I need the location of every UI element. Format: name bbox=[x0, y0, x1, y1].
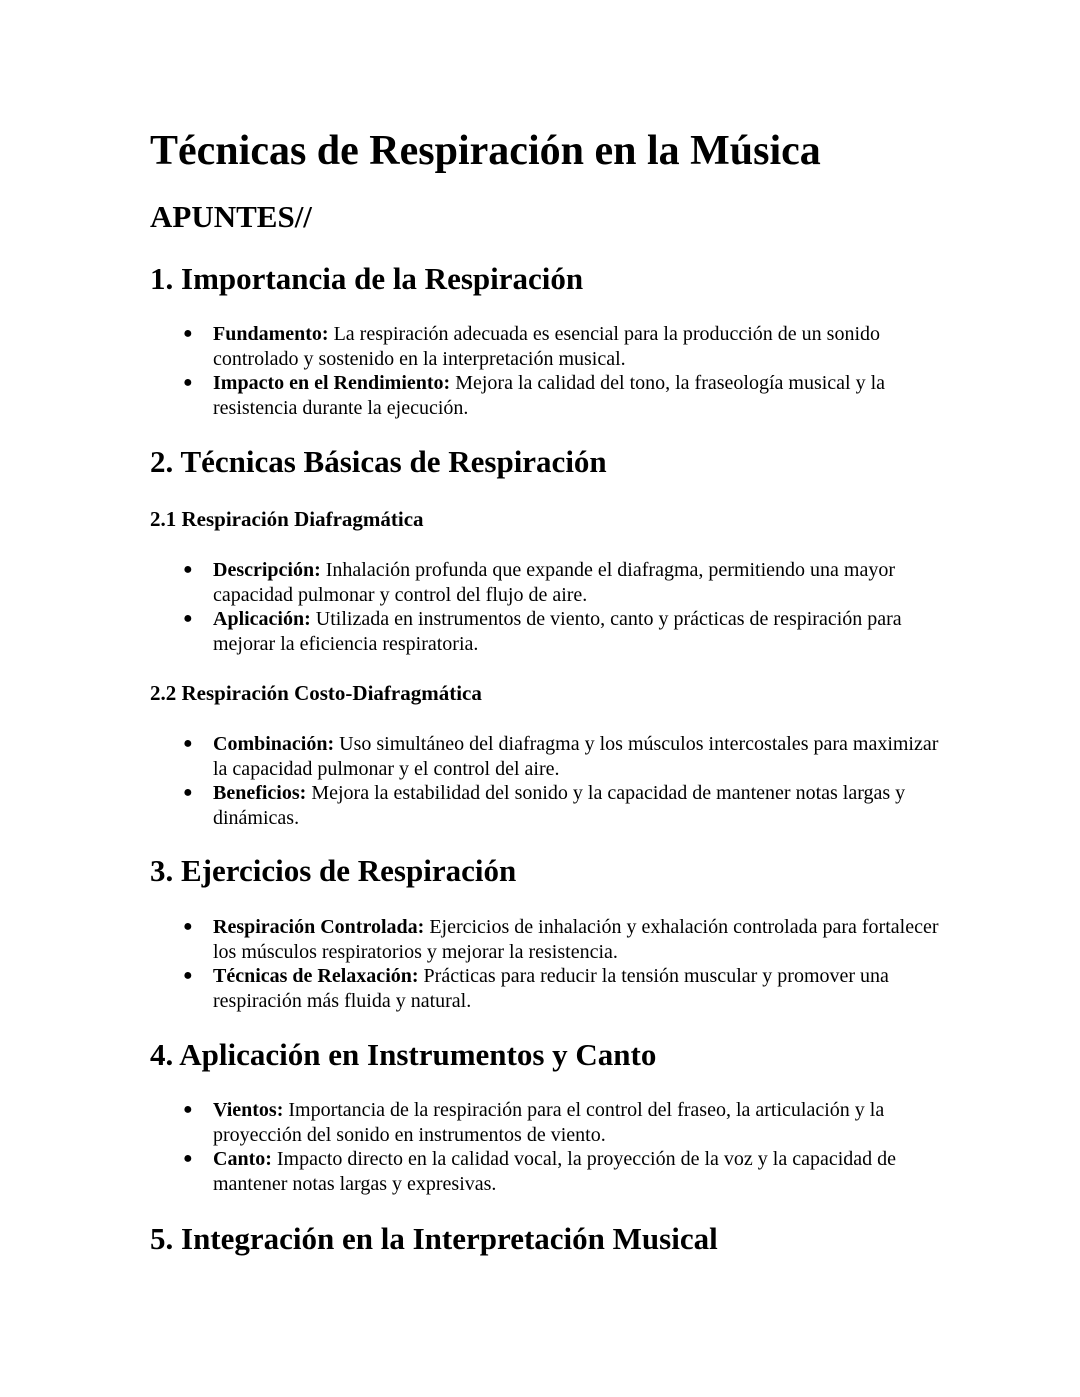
subsection-heading-costo-diafragmatica: 2.2 Respiración Costo-Diafragmática bbox=[150, 681, 482, 705]
item-text: Mejora la calidad del tono, la fraseología musical y la resistencia durante la ejecución. bbox=[213, 372, 886, 419]
bullet-icon: ● bbox=[183, 1101, 193, 1118]
section-list-aplicacion bbox=[150, 1098, 940, 1196]
bullet-icon: ● bbox=[183, 735, 193, 752]
list-item bbox=[150, 732, 940, 781]
section-heading-importancia: 1. Importancia de la Respiración bbox=[150, 261, 584, 296]
list-item bbox=[150, 322, 940, 371]
item-text: Mejora la estabilidad del sonido y la capacidad de mantener notas largas y dinámicas. bbox=[213, 782, 906, 829]
section-heading-ejercicios: 3. Ejercicios de Respiración bbox=[150, 853, 517, 888]
item-text: Importancia de la respiración para el control del fraseo, la articulación y la proyección del sonido en instrumentos de viento. bbox=[213, 1099, 885, 1146]
item-term: Beneficios: bbox=[213, 782, 307, 804]
item-text: Ejercicios de inhalación y exhalación controlada para fortalecer los músculos respiratorios y mejorar la resistencia. bbox=[213, 916, 939, 963]
list-item bbox=[150, 558, 940, 607]
list-item bbox=[150, 607, 940, 656]
item-term: Respiración Controlada: bbox=[213, 916, 425, 938]
subsection-list-costo-diafragmatica bbox=[150, 732, 940, 830]
subsection-heading-diafragmatica: 2.1 Respiración Diafragmática bbox=[150, 507, 424, 531]
list-item bbox=[150, 915, 940, 964]
section-list-ejercicios bbox=[150, 915, 940, 1013]
list-item bbox=[150, 964, 940, 1013]
section-heading-integracion: 5. Integración en la Interpretación Musical bbox=[150, 1221, 718, 1256]
list-item bbox=[150, 781, 940, 830]
item-term: Descripción: bbox=[213, 559, 321, 581]
bullet-icon: ● bbox=[183, 610, 193, 627]
document-title: Técnicas de Respiración en la Música bbox=[150, 128, 821, 174]
list-item bbox=[150, 1147, 940, 1196]
subsection-list-diafragmatica bbox=[150, 558, 940, 656]
item-term: Combinación: bbox=[213, 733, 335, 755]
bullet-icon: ● bbox=[183, 374, 193, 391]
item-text: Inhalación profunda que expande el diafragma, permitiendo una mayor capacidad pulmonar y control del flujo de aire. bbox=[213, 559, 895, 606]
bullet-icon: ● bbox=[183, 325, 193, 342]
document-subtitle: APUNTES// bbox=[150, 199, 312, 234]
item-text: Impacto directo en la calidad vocal, la proyección de la voz y la capacidad de mantener notas largas y expresivas. bbox=[213, 1148, 897, 1195]
item-term: Vientos: bbox=[213, 1099, 284, 1121]
bullet-icon: ● bbox=[183, 918, 193, 935]
bullet-icon: ● bbox=[183, 1150, 193, 1167]
bullet-icon: ● bbox=[183, 561, 193, 578]
list-item bbox=[150, 371, 940, 420]
item-text: Utilizada en instrumentos de viento, canto y prácticas de respiración para mejorar la eficiencia respiratoria. bbox=[213, 608, 902, 655]
section-heading-aplicacion: 4. Aplicación en Instrumentos y Canto bbox=[150, 1037, 657, 1072]
item-term: Fundamento: bbox=[213, 323, 329, 345]
list-item bbox=[150, 1098, 940, 1147]
item-term: Canto: bbox=[213, 1148, 272, 1170]
section-list-importancia bbox=[150, 322, 940, 420]
item-term: Aplicación: bbox=[213, 608, 311, 630]
item-term: Técnicas de Relaxación: bbox=[213, 965, 419, 987]
item-text: Uso simultáneo del diafragma y los músculos intercostales para maximizar la capacidad pulmonar y el control del aire. bbox=[213, 733, 939, 780]
bullet-icon: ● bbox=[183, 784, 193, 801]
section-heading-tecnicas-basicas: 2. Técnicas Básicas de Respiración bbox=[150, 444, 607, 479]
bullet-icon: ● bbox=[183, 967, 193, 984]
item-term: Impacto en el Rendimiento: bbox=[213, 372, 451, 394]
item-text: Prácticas para reducir la tensión muscular y promover una respiración más fluida y natural. bbox=[213, 965, 889, 1012]
item-text: La respiración adecuada es esencial para la producción de un sonido controlado y sostenido en la interpretación musical. bbox=[213, 323, 881, 370]
